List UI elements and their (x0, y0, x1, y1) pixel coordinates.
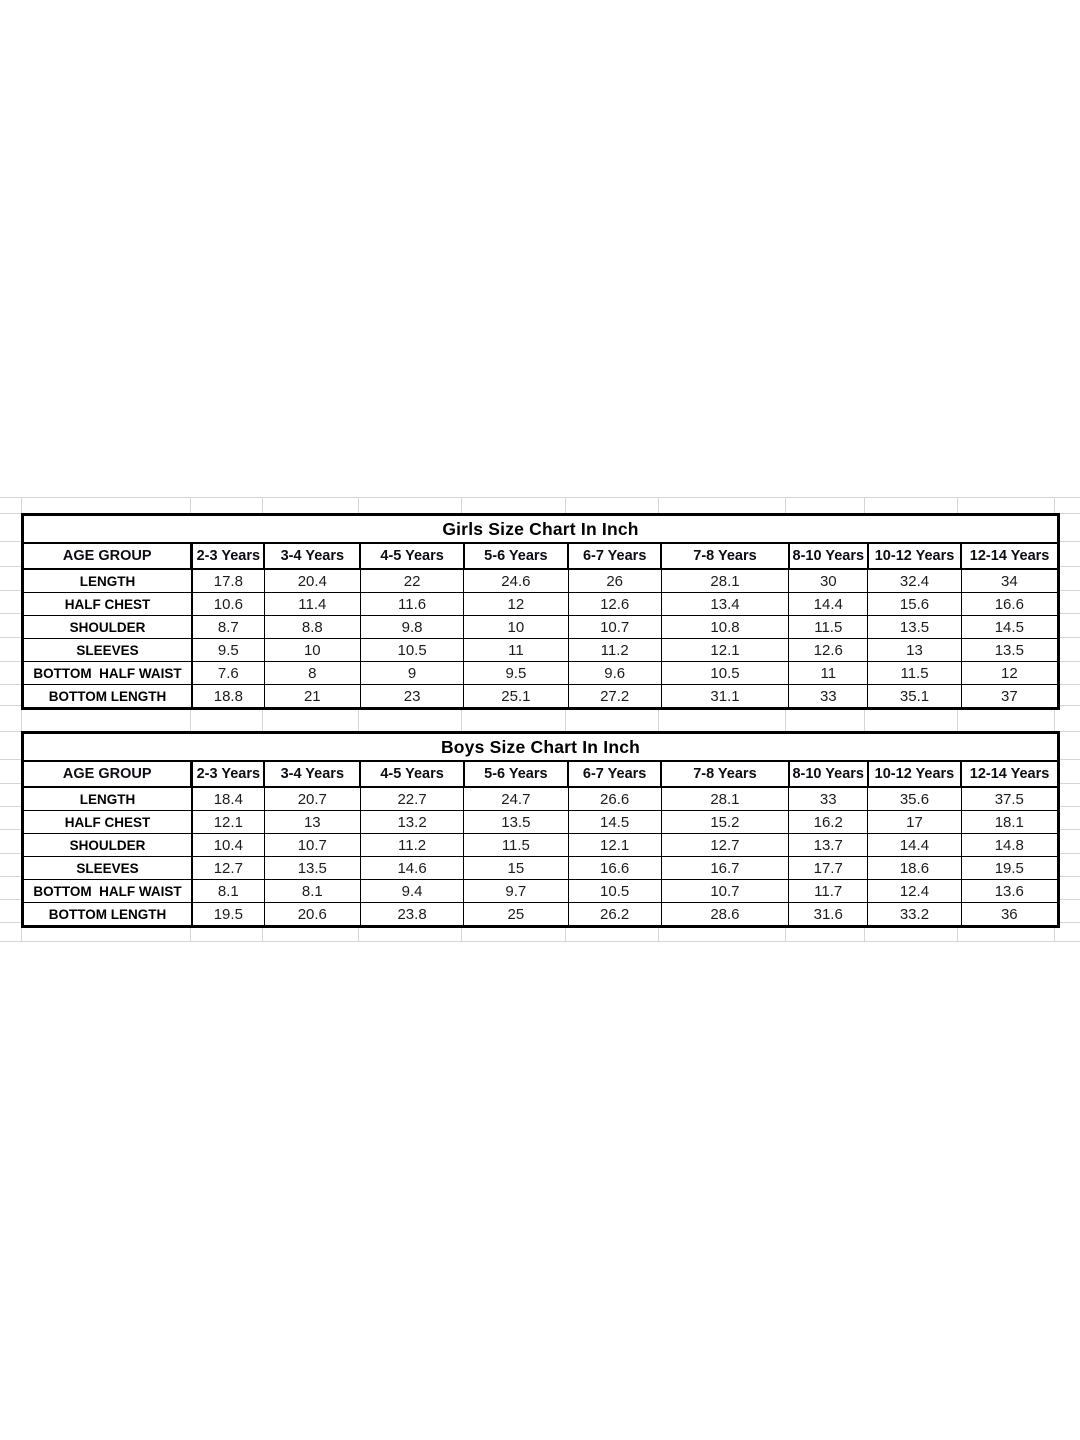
value-cell: 15 (464, 857, 568, 880)
table-row (23, 569, 1059, 593)
sheet-gridline (1057, 759, 1080, 760)
value-cell: 28.1 (661, 787, 788, 811)
value-cell: 12 (961, 662, 1058, 685)
value-cell: 26.2 (568, 903, 661, 927)
sheet-gridline (565, 497, 566, 513)
sheet-gridline (1057, 684, 1080, 685)
sheet-gridline (1057, 806, 1080, 807)
value-cell: 17.7 (789, 857, 868, 880)
value-cell: 8.1 (264, 880, 360, 903)
value-cell: 13.5 (264, 857, 360, 880)
value-cell: 16.2 (789, 811, 868, 834)
value-cell: 13.5 (464, 811, 568, 834)
value-cell: 31.1 (661, 685, 788, 709)
value-cell: 37 (961, 685, 1058, 709)
value-cell: 8.1 (192, 880, 264, 903)
sheet-gridline (1057, 783, 1080, 784)
value-cell: 18.1 (961, 811, 1058, 834)
value-cell: 33.2 (868, 903, 961, 927)
value-cell: 12.7 (661, 834, 788, 857)
boys-size-table (21, 731, 1060, 928)
value-cell: 17 (868, 811, 961, 834)
table-title: Boys Size Chart In Inch (23, 733, 1059, 762)
table-row (23, 787, 1059, 811)
value-cell: 11.4 (264, 593, 360, 616)
table-row (23, 880, 1059, 903)
value-cell: 16.6 (568, 857, 661, 880)
sheet-gridline (1057, 899, 1080, 900)
sheet-gridline (1057, 541, 1080, 542)
sheet-gridline (0, 590, 21, 591)
col-header-3-4-years: 3-4 Years (264, 543, 360, 569)
value-cell: 11.7 (789, 880, 868, 903)
sheet-gridline (1057, 829, 1080, 830)
value-cell: 9.6 (568, 662, 661, 685)
sheet-gridline (1057, 613, 1080, 614)
value-cell: 14.5 (961, 616, 1058, 639)
sheet-gridline (0, 497, 1080, 498)
value-cell: 16.6 (961, 593, 1058, 616)
value-cell: 11 (464, 639, 568, 662)
value-cell: 15.6 (868, 593, 961, 616)
row-label: BOTTOM HALF WAIST (23, 880, 192, 903)
value-cell: 25 (464, 903, 568, 927)
col-header-12-14-years: 12-14 Years (961, 543, 1058, 569)
sheet-gridline (1057, 876, 1080, 877)
value-cell: 28.6 (661, 903, 788, 927)
value-cell: 11.2 (360, 834, 463, 857)
value-cell: 33 (789, 685, 868, 709)
col-header-12-14-years: 12-14 Years (961, 761, 1058, 787)
sheet-gridline (1057, 853, 1080, 854)
col-header-10-12-years: 10-12 Years (868, 543, 961, 569)
sheet-gridline (1057, 590, 1080, 591)
sheet-gridline (0, 853, 21, 854)
value-cell: 10.5 (360, 639, 463, 662)
value-cell: 31.6 (789, 903, 868, 927)
sheet-gridline (957, 497, 958, 513)
col-header-6-7-years: 6-7 Years (568, 543, 661, 569)
value-cell: 9.7 (464, 880, 568, 903)
sheet-gridline (0, 829, 21, 830)
value-cell: 23.8 (360, 903, 463, 927)
sheet-gridline (0, 613, 21, 614)
sheet-gridline (0, 731, 21, 732)
value-cell: 12.1 (192, 811, 264, 834)
value-cell: 11.2 (568, 639, 661, 662)
col-header-5-6-years: 5-6 Years (464, 543, 568, 569)
value-cell: 21 (264, 685, 360, 709)
value-cell: 12.4 (868, 880, 961, 903)
sheet-gridline (0, 661, 21, 662)
sheet-gridline (785, 497, 786, 513)
sheet-gridline (864, 497, 865, 513)
table-row (23, 662, 1059, 685)
row-label: BOTTOM LENGTH (23, 903, 192, 927)
table-row (23, 685, 1059, 709)
table-row (23, 834, 1059, 857)
value-cell: 14.5 (568, 811, 661, 834)
col-header-8-10-years: 8-10 Years (789, 543, 868, 569)
value-cell: 13 (868, 639, 961, 662)
sheet-gridline (0, 941, 1080, 942)
row-label: SHOULDER (23, 834, 192, 857)
row-label: LENGTH (23, 569, 192, 593)
value-cell: 35.1 (868, 685, 961, 709)
value-cell: 11.5 (789, 616, 868, 639)
col-header-6-7-years: 6-7 Years (568, 761, 661, 787)
value-cell: 13.2 (360, 811, 463, 834)
value-cell: 9.8 (360, 616, 463, 639)
sheet-gridline (21, 497, 22, 513)
col-header-age-group: AGE GROUP (23, 543, 192, 569)
value-cell: 8.8 (264, 616, 360, 639)
sheet-gridline (0, 806, 21, 807)
value-cell: 12.6 (789, 639, 868, 662)
value-cell: 20.4 (264, 569, 360, 593)
value-cell: 17.8 (192, 569, 264, 593)
row-label: LENGTH (23, 787, 192, 811)
sheet-gridline (0, 637, 21, 638)
sheet-gridline (1057, 705, 1080, 706)
value-cell: 24.7 (464, 787, 568, 811)
value-cell: 13.4 (661, 593, 788, 616)
sheet-gridline (0, 705, 21, 706)
col-header-8-10-years: 8-10 Years (789, 761, 868, 787)
value-cell: 19.5 (961, 857, 1058, 880)
value-cell: 22 (360, 569, 463, 593)
value-cell: 9 (360, 662, 463, 685)
row-label: BOTTOM LENGTH (23, 685, 192, 709)
sheet-gridline (1054, 497, 1055, 513)
value-cell: 7.6 (192, 662, 264, 685)
row-label: SLEEVES (23, 857, 192, 880)
col-header-age-group: AGE GROUP (23, 761, 192, 787)
row-label: HALF CHEST (23, 593, 192, 616)
value-cell: 28.1 (661, 569, 788, 593)
value-cell: 16.7 (661, 857, 788, 880)
col-header-2-3-years: 2-3 Years (192, 543, 264, 569)
value-cell: 20.7 (264, 787, 360, 811)
value-cell: 13.7 (789, 834, 868, 857)
col-header-7-8-years: 7-8 Years (661, 543, 788, 569)
table-row (23, 616, 1059, 639)
col-header-10-12-years: 10-12 Years (868, 761, 961, 787)
sheet-gridline (0, 684, 21, 685)
col-header-4-5-years: 4-5 Years (360, 761, 463, 787)
value-cell: 13.5 (961, 639, 1058, 662)
value-cell: 10.7 (264, 834, 360, 857)
value-cell: 32.4 (868, 569, 961, 593)
value-cell: 9.5 (464, 662, 568, 685)
sheet-gridline (0, 541, 21, 542)
value-cell: 37.5 (961, 787, 1058, 811)
sheet-gridline (658, 497, 659, 513)
sheet-gridline (190, 497, 191, 513)
value-cell: 11.5 (868, 662, 961, 685)
sheet-gridline (1057, 661, 1080, 662)
table-row (23, 903, 1059, 927)
value-cell: 8.7 (192, 616, 264, 639)
table-title: Girls Size Chart In Inch (23, 515, 1059, 544)
value-cell: 14.8 (961, 834, 1058, 857)
row-label: BOTTOM HALF WAIST (23, 662, 192, 685)
value-cell: 13.6 (961, 880, 1058, 903)
value-cell: 24.6 (464, 569, 568, 593)
value-cell: 12.7 (192, 857, 264, 880)
sheet-gridline (0, 783, 21, 784)
value-cell: 23 (360, 685, 463, 709)
value-cell: 11.5 (464, 834, 568, 857)
row-label: HALF CHEST (23, 811, 192, 834)
value-cell: 12 (464, 593, 568, 616)
sheet-gridline (0, 899, 21, 900)
value-cell: 19.5 (192, 903, 264, 927)
value-cell: 10.8 (661, 616, 788, 639)
value-cell: 18.4 (192, 787, 264, 811)
value-cell: 9.4 (360, 880, 463, 903)
row-label: SHOULDER (23, 616, 192, 639)
sheet-gridline (461, 497, 462, 513)
col-header-2-3-years: 2-3 Years (192, 761, 264, 787)
table-row (23, 639, 1059, 662)
value-cell: 10.6 (192, 593, 264, 616)
row-label: SLEEVES (23, 639, 192, 662)
value-cell: 12.6 (568, 593, 661, 616)
value-cell: 10.4 (192, 834, 264, 857)
sheet-gridline (1057, 731, 1080, 732)
value-cell: 18.8 (192, 685, 264, 709)
value-cell: 35.6 (868, 787, 961, 811)
value-cell: 15.2 (661, 811, 788, 834)
value-cell: 22.7 (360, 787, 463, 811)
value-cell: 18.6 (868, 857, 961, 880)
value-cell: 9.5 (192, 639, 264, 662)
sheet-gridline (0, 566, 21, 567)
value-cell: 20.6 (264, 903, 360, 927)
value-cell: 13 (264, 811, 360, 834)
value-cell: 10.5 (661, 662, 788, 685)
value-cell: 10.7 (661, 880, 788, 903)
value-cell: 34 (961, 569, 1058, 593)
value-cell: 8 (264, 662, 360, 685)
table-row (23, 593, 1059, 616)
table-row (23, 811, 1059, 834)
col-header-7-8-years: 7-8 Years (661, 761, 788, 787)
value-cell: 11.6 (360, 593, 463, 616)
value-cell: 27.2 (568, 685, 661, 709)
value-cell: 26.6 (568, 787, 661, 811)
sheet-gridline (358, 497, 359, 513)
value-cell: 12.1 (568, 834, 661, 857)
sheet-gridline (1057, 637, 1080, 638)
value-cell: 14.4 (868, 834, 961, 857)
value-cell: 10 (264, 639, 360, 662)
sheet-gridline (1057, 566, 1080, 567)
sheet-gridline (0, 876, 21, 877)
sheet-gridline (1057, 513, 1080, 514)
value-cell: 11 (789, 662, 868, 685)
value-cell: 10.5 (568, 880, 661, 903)
sheet-gridline (262, 497, 263, 513)
value-cell: 10.7 (568, 616, 661, 639)
sheet-gridline (0, 759, 21, 760)
girls-size-table (21, 513, 1060, 710)
table-row (23, 857, 1059, 880)
sheet-gridline (0, 922, 21, 923)
value-cell: 33 (789, 787, 868, 811)
col-header-5-6-years: 5-6 Years (464, 761, 568, 787)
value-cell: 12.1 (661, 639, 788, 662)
value-cell: 14.4 (789, 593, 868, 616)
value-cell: 26 (568, 569, 661, 593)
col-header-3-4-years: 3-4 Years (264, 761, 360, 787)
sheet-gridline (0, 513, 21, 514)
value-cell: 10 (464, 616, 568, 639)
value-cell: 13.5 (868, 616, 961, 639)
value-cell: 14.6 (360, 857, 463, 880)
col-header-4-5-years: 4-5 Years (360, 543, 463, 569)
sheet-gridline (1057, 922, 1080, 923)
value-cell: 36 (961, 903, 1058, 927)
value-cell: 30 (789, 569, 868, 593)
value-cell: 25.1 (464, 685, 568, 709)
